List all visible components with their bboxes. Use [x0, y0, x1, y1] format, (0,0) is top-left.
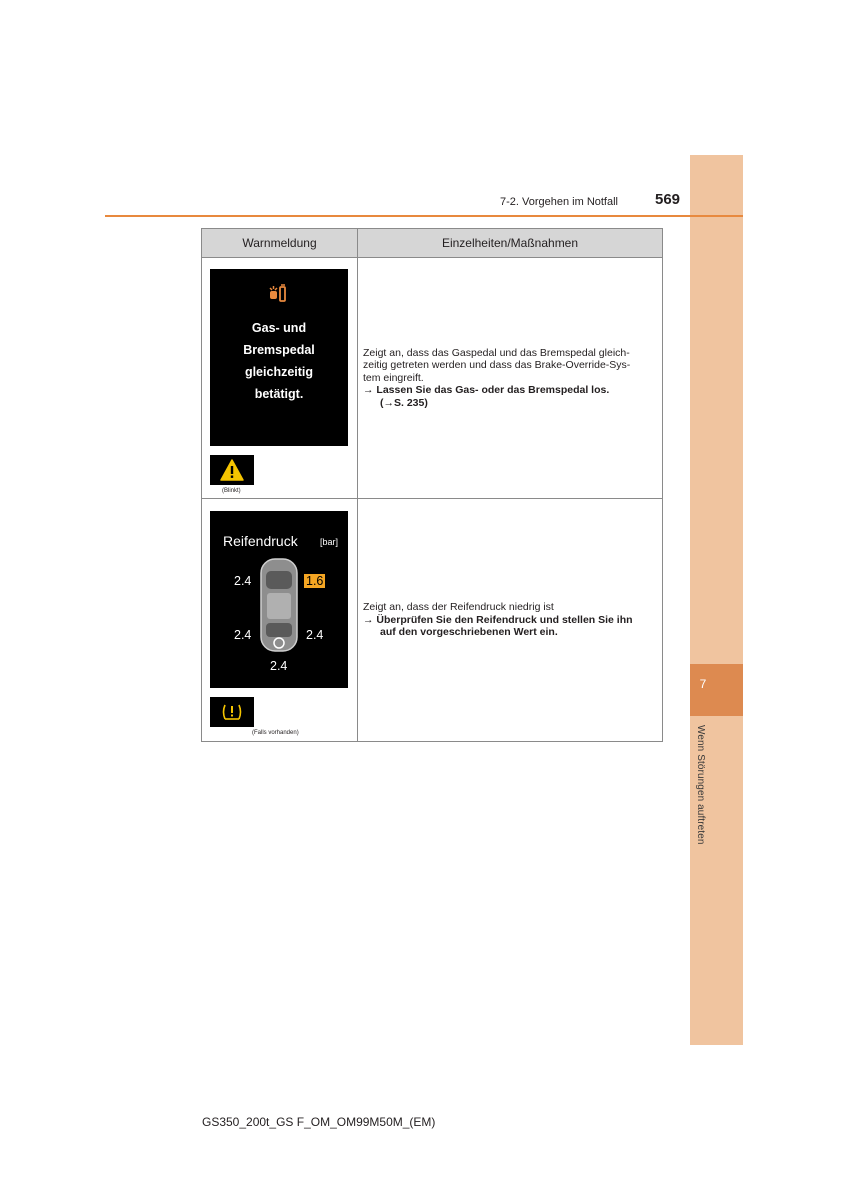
display-unit: [bar] [320, 537, 339, 547]
table-row [202, 258, 663, 499]
details-cell [358, 499, 663, 742]
section-title: 7-2. Vorgehen im Notfall [499, 196, 618, 208]
table-row [202, 499, 663, 742]
warning-table [201, 228, 663, 742]
warning-light [210, 697, 254, 727]
table-header-row [202, 229, 663, 258]
display-line: Gas- und [251, 321, 307, 335]
action-text: auf den vorgeschriebenen Wert ein. [380, 626, 558, 639]
warning-triangle-icon [210, 455, 254, 485]
header-rule [105, 215, 743, 217]
display-line: Bremspedal [243, 343, 315, 357]
caption: (Blinkt) [222, 488, 241, 494]
column-header-details: Einzelheiten/Maßnahmen [358, 229, 663, 258]
warning-cell [202, 499, 358, 742]
document-code: GS350_200t_GS F_OM_OM99M50M_(EM) [202, 1115, 436, 1129]
tire-front-right: 1.6 [306, 574, 324, 588]
tire-pressure-display [210, 511, 348, 688]
chapter-title: Wenn Störungen auftreten [695, 725, 706, 845]
action-text: → Lassen Sie das Gas- oder das Bremspedal los. [363, 384, 610, 397]
side-tab [690, 155, 743, 1045]
display-line: betätigt. [254, 387, 304, 401]
page-reference: (→S. 235) [380, 396, 428, 409]
pedal-display [210, 269, 348, 446]
car-top-view-icon [258, 557, 300, 653]
tire-pressure-icon [210, 697, 254, 727]
display-line: gleichzeitig [244, 365, 314, 379]
details-text: tem eingreift. [363, 371, 424, 384]
chapter-number: 7 [699, 677, 707, 691]
details-text: Zeigt an, dass der Reifendruck niedrig ist [363, 601, 554, 614]
details-cell [358, 258, 663, 499]
display-title: Reifendruck [223, 533, 298, 549]
action-text: → Überprüfen Sie den Reifendruck und stellen Sie ihn [363, 613, 633, 626]
display-message [210, 317, 348, 405]
pedal-warning-icon [268, 284, 290, 304]
page-number: 569 [655, 191, 681, 208]
column-header-warning: Warnmeldung [202, 229, 358, 258]
details-text: zeitig getreten werden und dass das Brake-Override-Sys- [363, 359, 631, 372]
warning-cell [202, 258, 358, 499]
caption: (Falls vorhanden) [252, 730, 299, 736]
tire-front-left: 2.4 [234, 574, 252, 588]
details-text: Zeigt an, dass das Gaspedal und das Bremspedal gleich- [363, 346, 630, 359]
tire-spare: 2.4 [270, 659, 288, 673]
warning-light [210, 455, 254, 485]
tire-rear-left: 2.4 [234, 628, 252, 642]
tire-rear-right: 2.4 [306, 628, 324, 642]
